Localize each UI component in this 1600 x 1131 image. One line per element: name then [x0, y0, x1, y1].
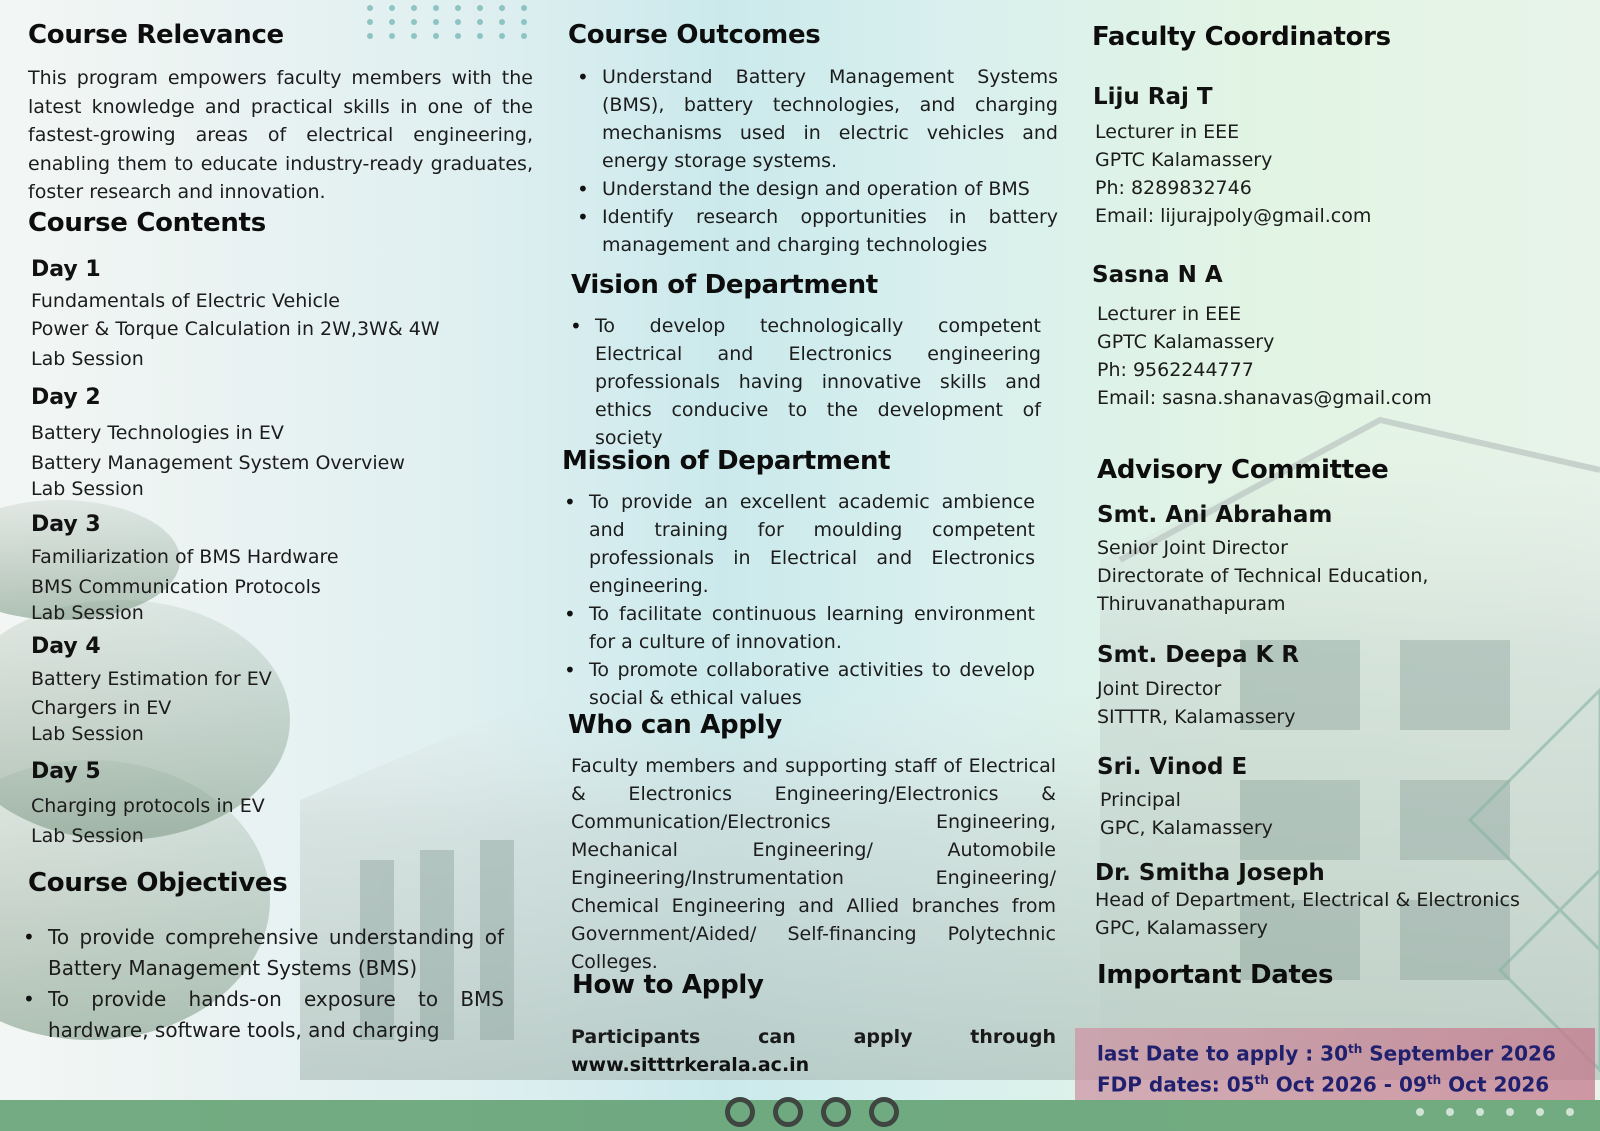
- course-relevance-heading: Course Relevance: [28, 20, 284, 50]
- outcome-item-1: • Understand Battery Management Systems (BMS), battery technologies, and charging mechanisms used in electric vehicles and energy storage systems.: [568, 63, 1058, 175]
- fdp-dates: FDP dates: 05th Oct 2026 - 09th Oct 2026: [1097, 1072, 1550, 1097]
- advisor-2-name: Smt. Deepa K R: [1097, 642, 1300, 668]
- course-relevance-text: This program empowers faculty members with the latest knowledge and practical skills in one of the fastest-growing areas of electrical engineering, enabling them to educate industry-ready graduates, foster research and innovation.: [28, 67, 533, 203]
- day-5-title: Day 5: [31, 759, 101, 784]
- advisor-3-line-2: GPC, Kalamassery: [1100, 817, 1273, 839]
- day-5-line-2: Lab Session: [31, 825, 144, 847]
- advisor-2-line-2: SITTTR, Kalamassery: [1097, 706, 1296, 728]
- ring-icon: [821, 1097, 851, 1127]
- outcome-item-2: • Understand the design and operation of BMS: [568, 175, 1058, 203]
- coordinator-1-name: Liju Raj T: [1093, 84, 1213, 110]
- coordinator-2-email[interactable]: Email: sasna.shanavas@gmail.com: [1097, 387, 1432, 409]
- ring-icon: [773, 1097, 803, 1127]
- advisor-4-line-1: Head of Department, Electrical & Electronics: [1095, 889, 1520, 911]
- mission-item-2: • To facilitate continuous learning environment for a culture of innovation.: [555, 600, 1035, 656]
- day-1-line-2: Power & Torque Calculation in 2W,3W& 4W: [31, 318, 440, 340]
- ring-icon: [725, 1097, 755, 1127]
- how-to-apply-heading: How to Apply: [572, 970, 764, 1000]
- day-3-line-3: Lab Session: [31, 602, 144, 624]
- faculty-coordinators-heading: Faculty Coordinators: [1092, 22, 1391, 52]
- advisor-1-line-1: Senior Joint Director: [1097, 537, 1288, 559]
- day-1-line-3: Lab Session: [31, 348, 144, 370]
- important-dates-heading: Important Dates: [1097, 960, 1334, 990]
- coordinator-2-phone: Ph: 9562244777: [1097, 359, 1254, 381]
- day-4-line-1: Battery Estimation for EV: [31, 668, 272, 690]
- day-2-title: Day 2: [31, 385, 101, 410]
- who-can-apply-text: Faculty members and supporting staff of Electrical & Electronics Engineering/Electronics & Communication/Electronics Engineering, Mechanical Engineering/ Automobile Engineering/Instrumentation Engineering/ Chemical Engineering and Allied branches from Government/Aided/ Self-financing Polytechnic Colleges.: [571, 755, 1056, 973]
- important-dates-box: [1075, 1028, 1595, 1100]
- day-4-title: Day 4: [31, 634, 101, 659]
- day-5-line-1: Charging protocols in EV: [31, 795, 265, 817]
- day-4-line-3: Lab Session: [31, 723, 144, 745]
- advisory-committee-heading: Advisory Committee: [1097, 455, 1389, 485]
- advisor-4-name: Dr. Smitha Joseph: [1095, 860, 1325, 886]
- ring-icon: [869, 1097, 899, 1127]
- mission-heading: Mission of Department: [562, 446, 891, 476]
- day-2-line-1: Battery Technologies in EV: [31, 422, 284, 444]
- advisor-1-line-2: Directorate of Technical Education,: [1097, 565, 1429, 587]
- day-3-line-1: Familiarization of BMS Hardware: [31, 546, 339, 568]
- last-date-to-apply: last Date to apply : 30th September 2026: [1097, 1041, 1556, 1066]
- mission-item-3: • To promote collaborative activities to develop social & ethical values: [555, 656, 1035, 712]
- coordinator-2-role: Lecturer in EEE: [1097, 303, 1242, 325]
- objective-item-2: • To provide hands-on exposure to BMS hardware, software tools, and charging: [14, 984, 504, 1046]
- course-contents-heading: Course Contents: [28, 208, 266, 238]
- advisor-2-line-1: Joint Director: [1097, 678, 1222, 700]
- how-to-apply-text: Participants can apply through: [571, 1026, 1056, 1048]
- outcome-item-3: • Identify research opportunities in battery management and charging technologies: [568, 203, 1058, 259]
- day-2-line-2: Battery Management System Overview: [31, 452, 405, 474]
- coordinator-1-phone: Ph: 8289832746: [1095, 177, 1252, 199]
- course-objectives-heading: Course Objectives: [28, 868, 288, 898]
- coordinator-1-role: Lecturer in EEE: [1095, 121, 1240, 143]
- advisor-1-name: Smt. Ani Abraham: [1097, 502, 1333, 528]
- vision-item-1: • To develop technologically competent Electrical and Electronics engineering professionals having innovative skills and ethics conducive to the development of society: [561, 312, 1041, 452]
- coordinator-2-name: Sasna N A: [1092, 262, 1223, 288]
- vision-heading: Vision of Department: [571, 270, 878, 300]
- mission-item-1: • To provide an excellent academic ambience and training for moulding competent professionals in Electrical and Electronics engineering.: [555, 488, 1035, 600]
- advisor-3-name: Sri. Vinod E: [1097, 754, 1248, 780]
- who-can-apply-heading: Who can Apply: [568, 710, 782, 740]
- coordinator-1-email[interactable]: Email: lijurajpoly@gmail.com: [1095, 205, 1372, 227]
- day-3-title: Day 3: [31, 512, 101, 537]
- advisor-1-line-3: Thiruvanathapuram: [1097, 593, 1286, 615]
- day-3-line-2: BMS Communication Protocols: [31, 576, 321, 598]
- objective-item-1: • To provide comprehensive understanding of Battery Management Systems (BMS): [14, 922, 504, 984]
- day-4-line-2: Chargers in EV: [31, 697, 172, 719]
- advisor-4-line-2: GPC, Kalamassery: [1095, 917, 1268, 939]
- day-1-title: Day 1: [31, 257, 101, 282]
- course-outcomes-heading: Course Outcomes: [568, 20, 821, 50]
- coordinator-2-org: GPTC Kalamassery: [1097, 331, 1275, 353]
- day-2-line-3: Lab Session: [31, 478, 144, 500]
- application-website-link[interactable]: www.sitttrkerala.ac.in: [571, 1054, 810, 1076]
- advisor-3-line-1: Principal: [1100, 789, 1181, 811]
- day-1-line-1: Fundamentals of Electric Vehicle: [31, 290, 340, 312]
- coordinator-1-org: GPTC Kalamassery: [1095, 149, 1273, 171]
